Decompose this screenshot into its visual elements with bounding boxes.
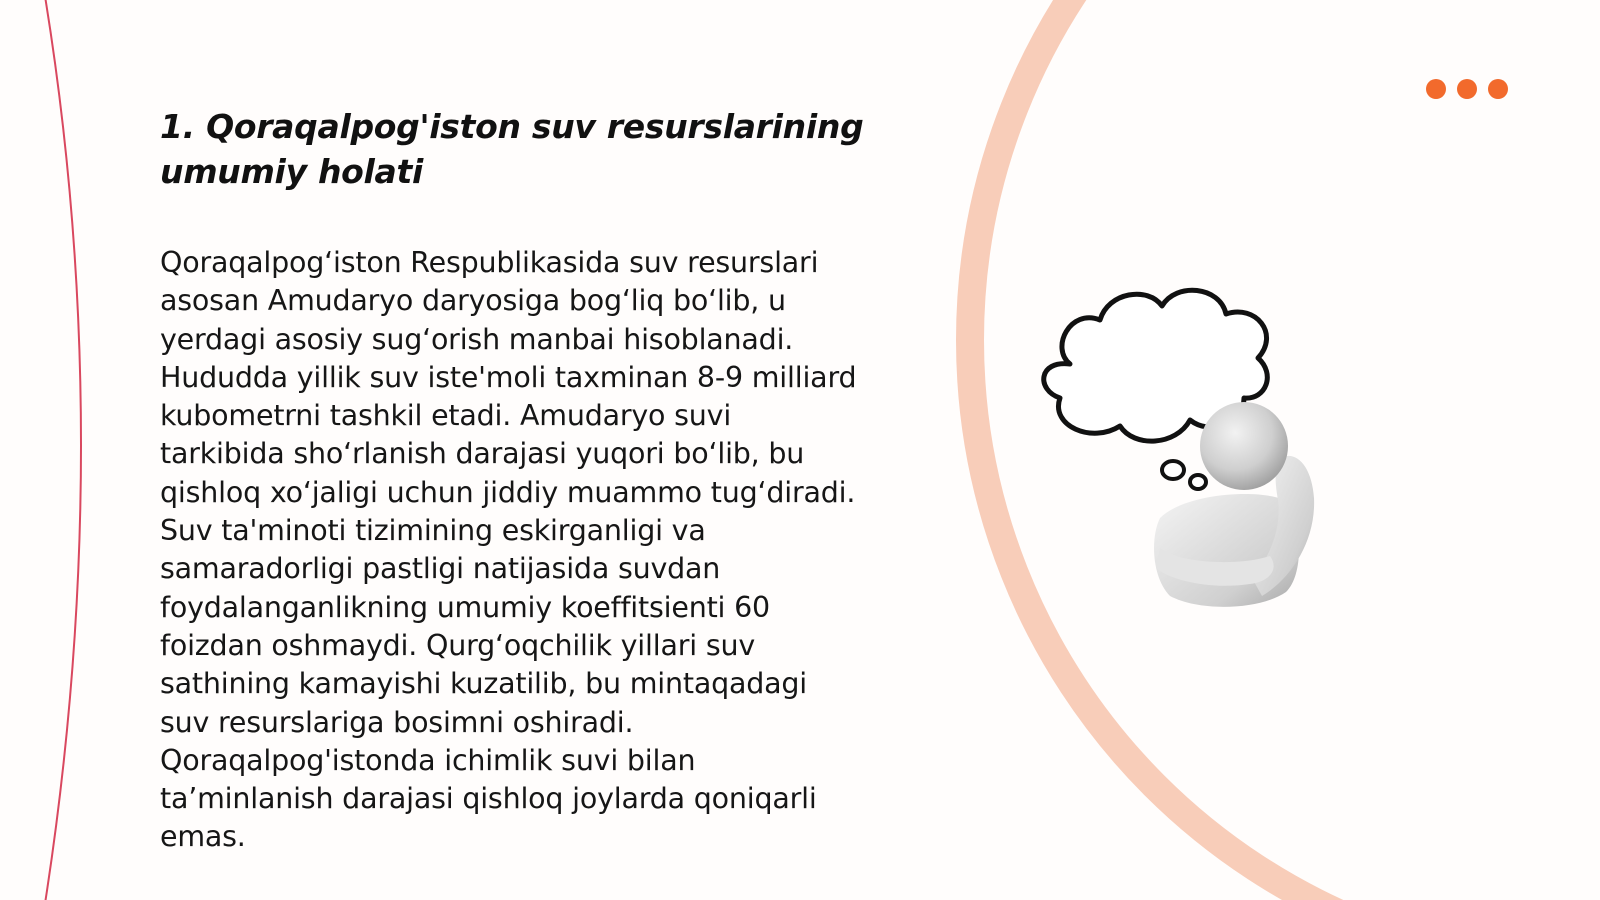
thinking-person-illustration: [1030, 278, 1350, 618]
dot-icon: [1426, 79, 1446, 99]
slide-body-text: Qoraqalpog‘iston Respublikasida suv resurslari asosan Amudaryo daryosiga bog‘liq bo‘lib, u yerdagi asosiy sug‘orish manbai hisoblanadi. Hududda yillik suv iste'moli taxminan 8-9 milliard kubometrni tashkil etadi. Amudaryo suvi tarkibida sho‘rlanish darajasi yuqori bo‘lib, bu qishloq xo‘jaligi uchun jiddiy muammo tug‘diradi. Suv ta'minoti tizimining eskirganligi va samaradorligi pastligi natijasida suvdan foydalanganlikning umumiy koeffitsienti 60 foizdan oshmaydi. Qurg‘oqchilik yillari suv sathining kamayishi kuzatilib, bu mintaqadagi suv resurslariga bosimni oshiradi. Qoraqalpog'istonda ichimlik suvi bilan ta’minlanish darajasi qishloq joylarda qoniqarli emas.: [160, 246, 857, 854]
dot-icon: [1457, 79, 1477, 99]
slide-title: 1. Qoraqalpog'iston suv resurslarining umumiy holati: [160, 107, 864, 191]
left-arc-line: [44, 0, 81, 900]
dot-icon: [1488, 79, 1508, 99]
three-dots-icon: [1426, 79, 1508, 99]
